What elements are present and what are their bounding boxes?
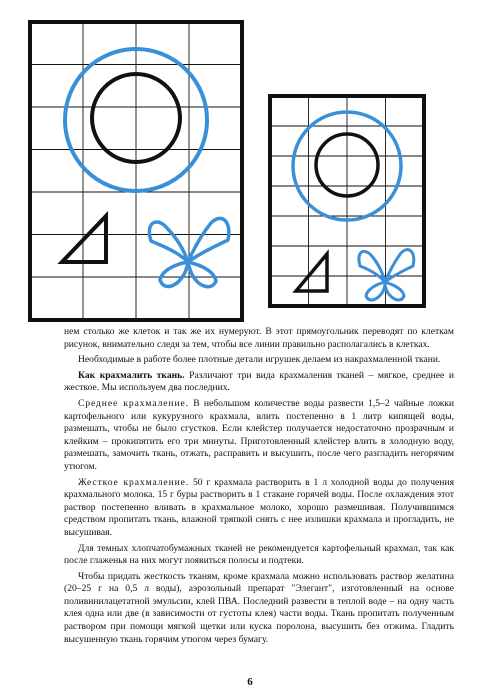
large-grid-figure [30,22,242,320]
paragraph-grid-transfer: нем столько же клеток и так же их нумеруют. В этот прямоугольник переводят по клеткам рисунок, внимательно следя за тем, чтобы все линии правильно располагались в клетках. [64,326,454,350]
term-medium-starch: Среднее крахмаление. [78,397,189,409]
small-grid-lines [270,96,424,306]
large-grid-lines [30,22,242,320]
paragraph-how-to-starch [64,370,454,395]
small-grid-figure [270,96,424,306]
large-triangle [62,216,106,262]
body-text [64,326,454,649]
term-hard-starch: Жесткое крахмаление. [78,476,190,488]
small-butterfly [359,250,414,300]
paragraph-alternatives: Чтобы придать жесткость тканям, кроме крахмала можно использовать раствор желатина (20–25 г на 0,5 л воды), аэрозольный препарат "Элегант", изготовленный на основе поливинилацетатной эмульсии, клей ПВА. Последний развести в теплой воде – на одну часть клея одна или две (в зависимости от густоты клея) части воды. Ткань пропитать полученным раствором при помощи мягкой щетки или куска поролона, высушить без отжима. Гладить высушенную ткань горячим утюгом через бумагу. [64,570,454,645]
heading-how-to-starch: Как крахмалить ткань. [78,369,185,381]
text-medium-starch: В небольшом количестве воды развести 1,5–2 чайные ложки картофельного или кукурузного крахмала, влить постепенно в 1 литр кипящей воды, размешать, чтобы не было сгустков. Если клейстер получается недостаточно прозрачным и клейким – прокипятить его три минуты. Приготовленный клейстер влить в холодную воду, размешать, замочить ткань, отжать, расправить и высушить, после чего разгладить негорячим утюгом. [64,397,454,472]
page-number: 6 [247,676,253,688]
grid-illustrations [0,0,500,330]
text-hard-starch: 50 г крахмала растворить в 1 л холодной воды до получения крахмального молока. 15 г буры растворить в 1 стакане горячей воды. После охлаждения этот раствор постепенно вливать в крахмальное молоко, хорошо размешивая. Получившимся средством пропитать ткань, влажной тряпкой снять с нее излишки крахмала и прогладить, не высушивая. [64,476,454,538]
paragraph-starched-fabric: Необходимые в работе более плотные детали игрушек делаем из накрахмаленной ткани. [78,354,441,366]
text-how-to-starch: Различают три вида крахмаления тканей – мягкое, среднее и жесткое. Мы используем два последних. [64,369,454,394]
small-triangle [296,254,327,291]
paragraph-hard-starch [64,477,454,540]
paragraph-medium-starch [64,398,454,474]
paragraph-dark-fabrics: Для темных хлопчатобумажных тканей не рекомендуется картофельный крахмал, так как после глаженья на них могут появиться полосы и подтеки. [64,542,454,567]
